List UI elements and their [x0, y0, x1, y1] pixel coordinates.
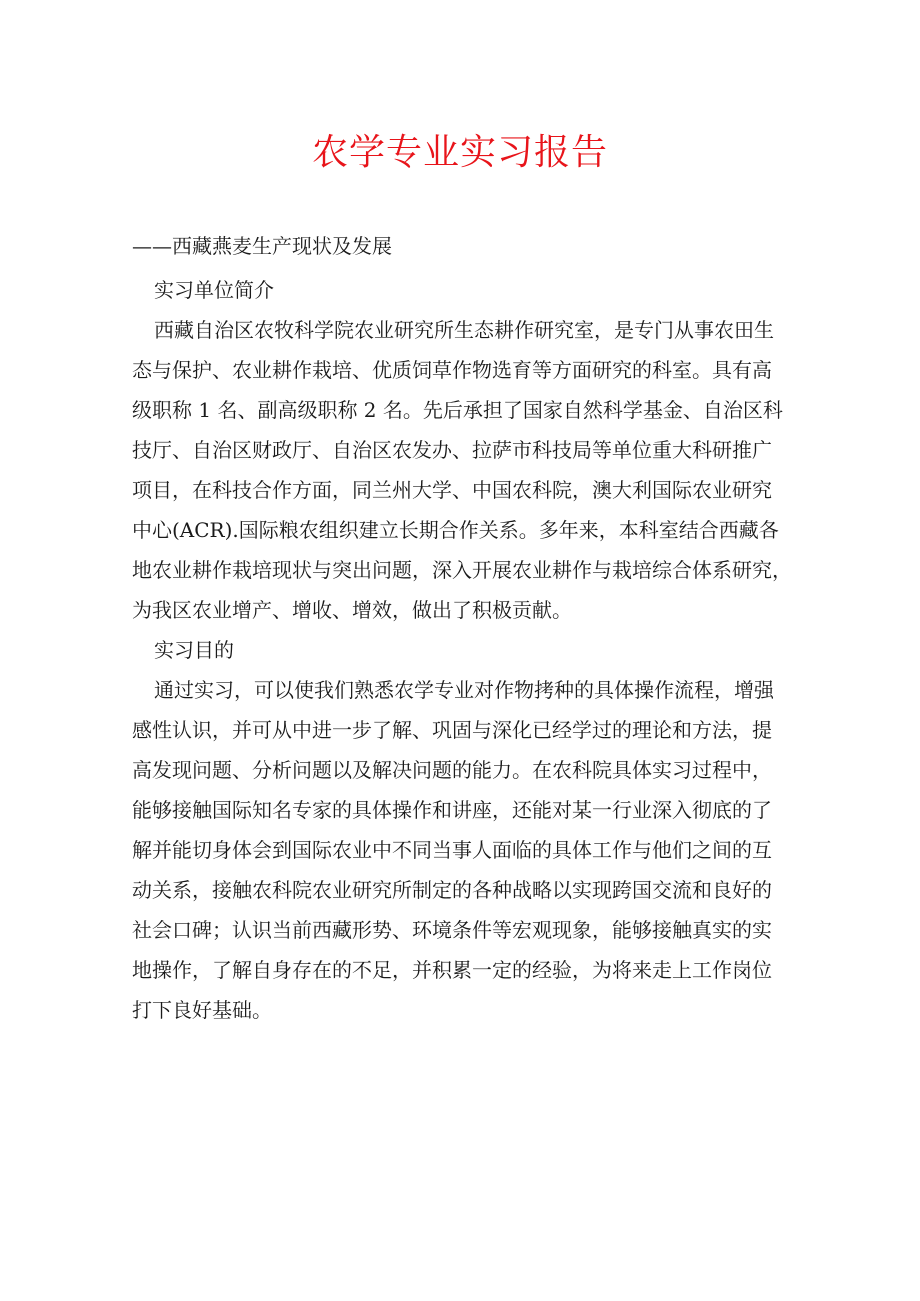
- paragraph-purpose: [132, 670, 792, 1030]
- paragraph-line: 地农业耕作栽培现状与突出问题，深入开展农业耕作与栽培综合体系研究，: [132, 558, 792, 582]
- paragraph-line: 动关系，接触农科院农业研究所制定的各种战略以实现跨国交流和良好的: [132, 878, 772, 902]
- paragraph-line: 为我区农业增产、增收、增效，做出了积极贡献。: [132, 598, 572, 622]
- paragraph-unit-intro: [132, 310, 792, 630]
- paragraph-line: 中心(ACR).国际粮农组织建立长期合作关系。多年来，本科室结合西藏各: [132, 518, 779, 542]
- paragraph-line: 技厅、自治区财政厅、自治区农发办、拉萨市科技局等单位重大科研推广: [132, 438, 772, 462]
- section-heading-purpose: 实习目的: [154, 638, 234, 662]
- paragraph-line: 高发现问题、分析问题以及解决问题的能力。在农科院具体实习过程中，: [132, 758, 772, 782]
- paragraph-line: 解并能切身体会到国际农业中不同当事人面临的具体工作与他们之间的互: [132, 838, 772, 862]
- paragraph-line: 社会口碑；认识当前西藏形势、环境条件等宏观现象，能够接触真实的实: [132, 918, 772, 942]
- paragraph-line: 通过实习，可以使我们熟悉农学专业对作物拷种的具体操作流程，增强: [154, 678, 774, 702]
- paragraph-line: 态与保护、农业耕作栽培、优质饲草作物选育等方面研究的科室。具有高: [132, 358, 772, 382]
- paragraph-line: 地操作，了解自身存在的不足，并积累一定的经验，为将来走上工作岗位: [132, 958, 772, 982]
- document-subtitle: ——西藏燕麦生产现状及发展: [132, 234, 392, 258]
- paragraph-line: 感性认识，并可从中进一步了解、巩固与深化已经学过的理论和方法，提: [132, 718, 772, 742]
- paragraph-line: 级职称 1 名、副高级职称 2 名。先后承担了国家自然科学基金、自治区科: [132, 398, 783, 422]
- paragraph-line: 项目，在科技合作方面，同兰州大学、中国农科院，澳大利国际农业研究: [132, 478, 772, 502]
- section-heading-unit-intro: 实习单位简介: [154, 278, 274, 302]
- paragraph-line: 能够接触国际知名专家的具体操作和讲座，还能对某一行业深入彻底的了: [132, 798, 772, 822]
- document-body: [132, 226, 792, 1030]
- paragraph-line: 打下良好基础。: [132, 998, 272, 1022]
- paragraph-line: 西藏自治区农牧科学院农业研究所生态耕作研究室，是专门从事农田生: [154, 318, 774, 342]
- document-title: 农学专业实习报告: [311, 132, 608, 173]
